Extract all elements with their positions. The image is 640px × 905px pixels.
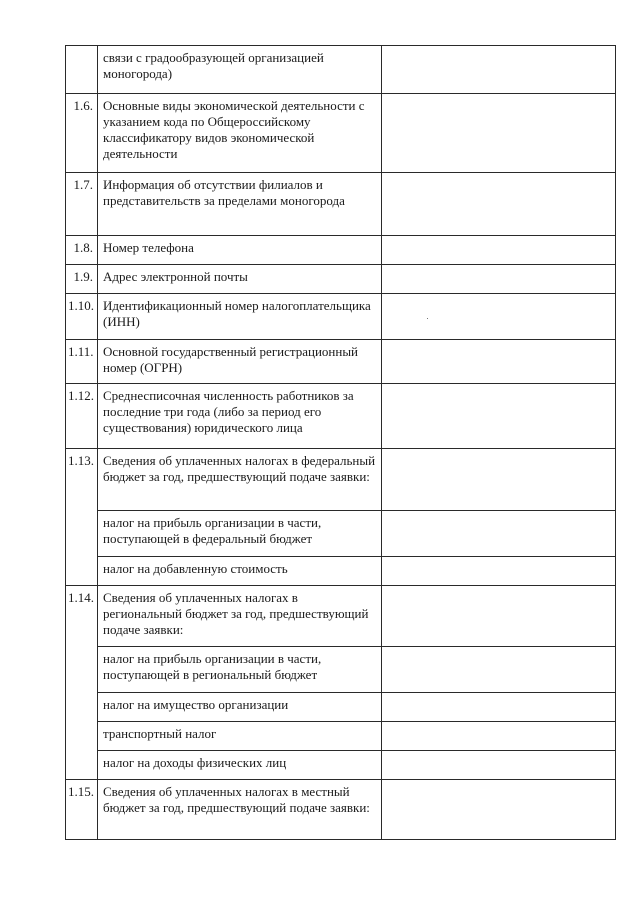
row-description: Сведения об уплаченных налогах в федеральный бюджет за год, предшествующий подаче заявки: (98, 449, 382, 511)
row-value-cell[interactable] (382, 780, 616, 840)
table-row (66, 236, 616, 265)
row-number (66, 647, 98, 693)
row-description: Сведения об уплаченных налогах в местный бюджет за год, предшествующий подаче заявки: (98, 780, 382, 840)
row-description: налог на добавленную стоимость (98, 557, 382, 586)
row-value-cell[interactable] (382, 693, 616, 722)
row-number: 1.9. (66, 265, 98, 294)
table-row (66, 340, 616, 384)
row-value-cell[interactable] (382, 557, 616, 586)
row-value-cell[interactable] (382, 94, 616, 173)
table-row (66, 173, 616, 236)
table-row (66, 647, 616, 693)
row-number (66, 46, 98, 94)
row-description: Среднесписочная численность работников за последние три года (либо за период его существования) юридического лица (98, 384, 382, 449)
table-row (66, 751, 616, 780)
row-description: Идентификационный номер налогоплательщика (ИНН) (98, 294, 382, 340)
row-description: связи с градообразующей организацией моногорода) (98, 46, 382, 94)
row-number: 1.13. (66, 449, 98, 511)
row-description: налог на прибыль организации в части, поступающей в федеральный бюджет (98, 511, 382, 557)
row-value-cell[interactable] (382, 236, 616, 265)
row-value-cell[interactable] (382, 751, 616, 780)
row-number: 1.6. (66, 94, 98, 173)
row-number: 1.7. (66, 173, 98, 236)
row-value-cell[interactable] (382, 173, 616, 236)
row-number: 1.8. (66, 236, 98, 265)
row-number (66, 751, 98, 780)
row-value-cell[interactable] (382, 586, 616, 647)
row-value-cell[interactable] (382, 449, 616, 511)
scan-speck (427, 318, 428, 319)
row-number (66, 722, 98, 751)
row-description: Основной государственный регистрационный номер (ОГРН) (98, 340, 382, 384)
row-value-cell[interactable] (382, 511, 616, 557)
table-row (66, 693, 616, 722)
row-number: 1.12. (66, 384, 98, 449)
row-number (66, 557, 98, 586)
table-row (66, 94, 616, 173)
row-description: налог на имущество организации (98, 693, 382, 722)
row-description: Сведения об уплаченных налогах в региональный бюджет за год, предшествующий подаче заявки: (98, 586, 382, 647)
table-row (66, 294, 616, 340)
table-row (66, 586, 616, 647)
row-value-cell[interactable] (382, 722, 616, 751)
row-description: Номер телефона (98, 236, 382, 265)
row-value-cell[interactable] (382, 294, 616, 340)
row-number: 1.10. (66, 294, 98, 340)
row-description: Информация об отсутствии филиалов и представительств за пределами моногорода (98, 173, 382, 236)
row-value-cell[interactable] (382, 46, 616, 94)
row-description: Адрес электронной почты (98, 265, 382, 294)
table-row (66, 557, 616, 586)
row-description: налог на прибыль организации в части, поступающей в региональный бюджет (98, 647, 382, 693)
row-value-cell[interactable] (382, 647, 616, 693)
row-number: 1.11. (66, 340, 98, 384)
table-row (66, 449, 616, 511)
row-description: транспортный налог (98, 722, 382, 751)
row-number: 1.15. (66, 780, 98, 840)
table-row (66, 722, 616, 751)
row-number (66, 693, 98, 722)
row-number: 1.14. (66, 586, 98, 647)
row-number (66, 511, 98, 557)
table-row (66, 780, 616, 840)
row-value-cell[interactable] (382, 340, 616, 384)
table-row (66, 384, 616, 449)
row-value-cell[interactable] (382, 265, 616, 294)
table-row (66, 511, 616, 557)
row-value-cell[interactable] (382, 384, 616, 449)
row-description: Основные виды экономической деятельности с указанием кода по Общероссийскому классификатору видов экономической деятельности (98, 94, 382, 173)
application-form-table (65, 45, 616, 840)
table-row (66, 265, 616, 294)
table-row (66, 46, 616, 94)
row-description: налог на доходы физических лиц (98, 751, 382, 780)
